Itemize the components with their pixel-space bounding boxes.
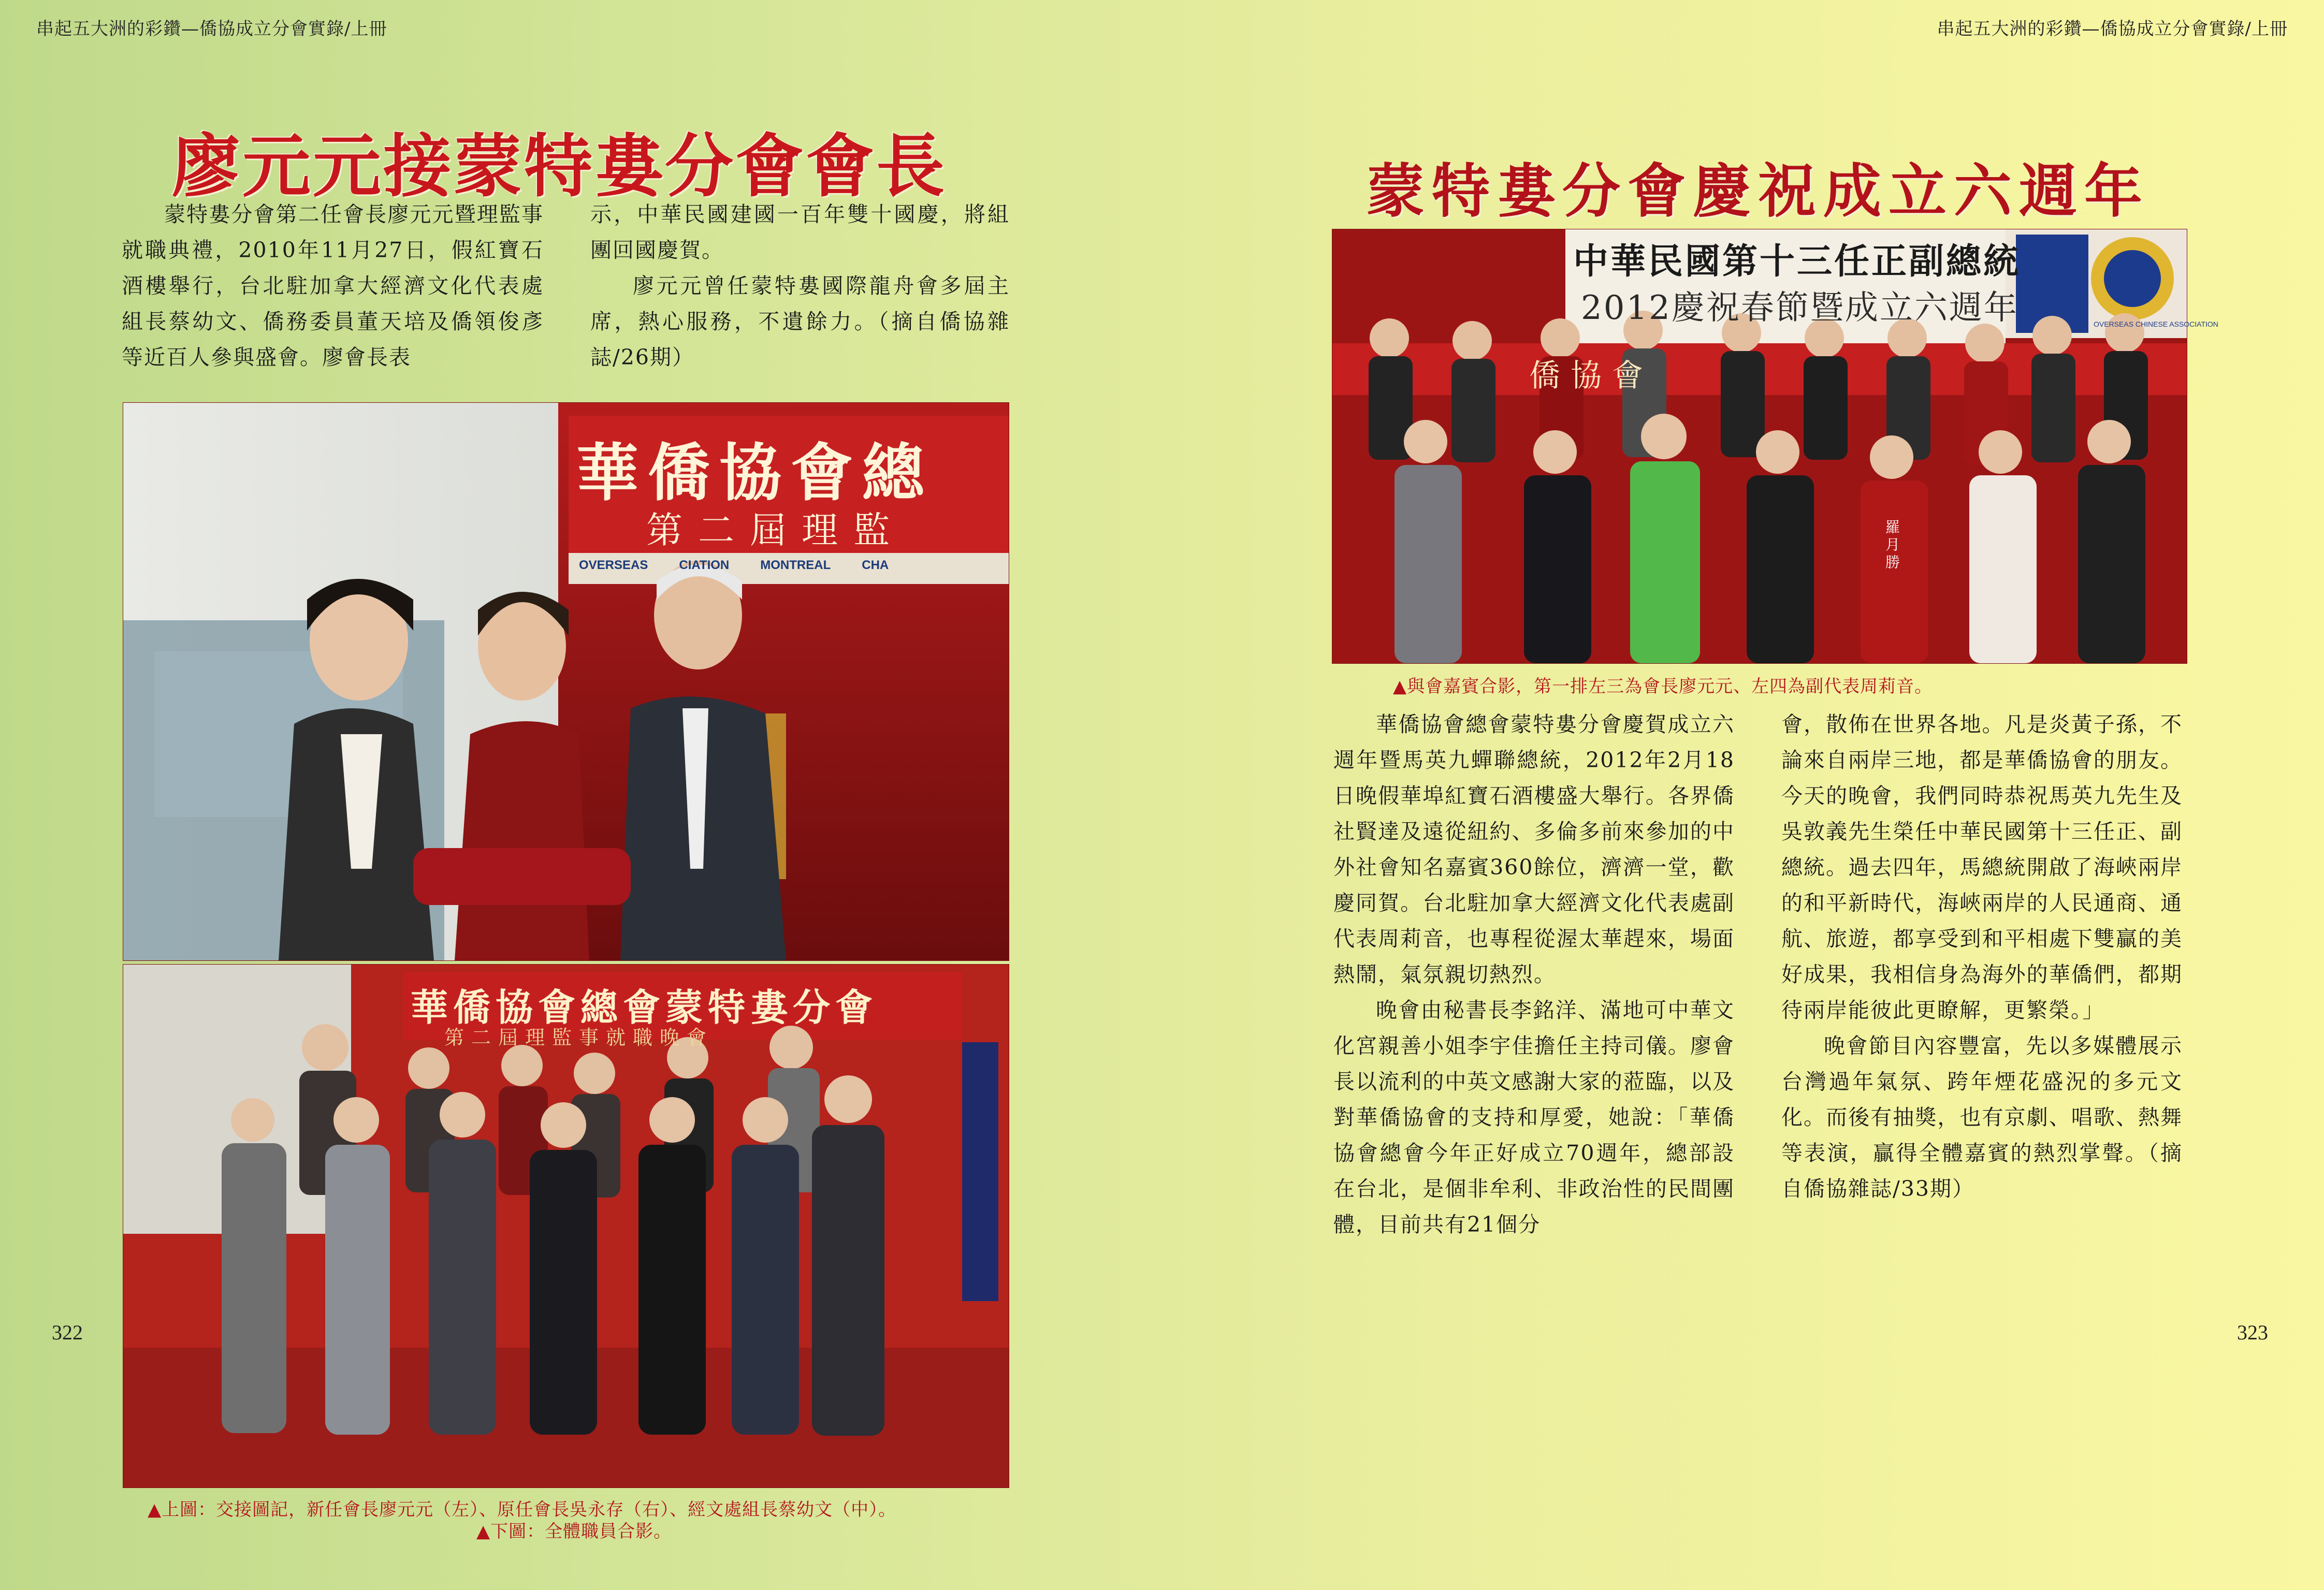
page-number-right: 323 bbox=[2237, 1321, 2268, 1344]
left-paragraph-1: 蒙特婁分會第二任會長廖元元暨理監事就職典禮，2010年11月27日，假紅寶石酒樓舉行，台北駐加拿大經濟文化代表處組長蔡幼文、僑務委員董天培及僑領俊彥等近百人參與盛會。廖會長表 bbox=[122, 202, 544, 370]
right-caption: ▲與會嘉賓合影，第一排左三為會長廖元元、左四為副代表周莉音。 bbox=[1393, 676, 1933, 697]
celebration-banner-1: 中華民國第十三任正副總統 bbox=[1573, 241, 2021, 282]
celebration-banner-2: 2012慶祝春節暨成立六週年 bbox=[1581, 289, 2018, 327]
group-banner: 華僑協會總會蒙特婁分會 bbox=[411, 986, 878, 1029]
left-caption-1: ▲上圖：交接圖記，新任會長廖元元（左）、原任會長吳永存（右）、經文處組長蔡幼文（中）。 bbox=[148, 1499, 897, 1520]
left-caption-2: ▲下圖：全體職員合影。 bbox=[476, 1521, 672, 1542]
page-number-left: 322 bbox=[52, 1321, 83, 1344]
left-column-2 bbox=[590, 197, 1010, 375]
right-column-1 bbox=[1333, 707, 1735, 1243]
right-article-title: 蒙特婁分會慶祝成立六週年 bbox=[1367, 157, 2149, 225]
strip-word-4: CHA bbox=[862, 558, 889, 572]
celebration-photo bbox=[1332, 229, 2218, 664]
right-paragraph-2: 晚會由秘書長李銘洋、滿地可中華文化宮親善小姐李宇佳擔任主持司儀。廖會長以流利的中英文感謝大家的蒞臨，以及對華僑協會的支持和厚愛，她說：「華僑協會總會今年正好成立70週年，總部設在台北，是個非牟利、非政治性的民間團體，目前共有21個分 bbox=[1333, 998, 1735, 1237]
left-paragraph-2: 示，中華民國建國一百年雙十國慶，將組團回國慶賀。 bbox=[590, 202, 1010, 262]
group-photo-left bbox=[123, 964, 1009, 1488]
group-subbanner: 第二屆理監事就職晚會 bbox=[444, 1026, 714, 1049]
right-column-2 bbox=[1781, 707, 2183, 1207]
handover-photo bbox=[123, 402, 1009, 961]
strip-word-3: MONTREAL bbox=[760, 558, 831, 572]
right-paragraph-1: 華僑協會總會蒙特婁分會慶賀成立六週年暨馬英九蟬聯總統，2012年2月18日晚假華埠紅寶石酒樓盛大舉行。各界僑社賢達及遠從紐約、多倫多前來參加的中外社會知名嘉賓360餘位，濟濟一堂，歡慶同賀。台北駐加拿大經濟文化代表處副代表周莉音，也專程從渥太華趕來，場面熱鬧，氣氛親切熱烈。 bbox=[1333, 712, 1735, 987]
running-head-right: 串起五大洲的彩鑽—僑協成立分會實錄/上冊 bbox=[1937, 19, 2288, 39]
right-paragraph-3: 會，散佈在世界各地。凡是炎黃子孫，不論來自兩岸三地，都是華僑協會的朋友。今天的晚會，我們同時恭祝馬英九先生及吳敦義先生榮任中華民國第十三任正、副總統。過去四年，馬總統開啟了海峽兩岸的和平新時代，海峽兩岸的人民通商、通航、旅遊，都享受到和平相處下雙贏的美好成果，我相信身為海外的華僑們，都期待兩岸能彼此更瞭解，更繁榮。」 bbox=[1781, 712, 2183, 1023]
red-gift-box bbox=[413, 848, 631, 905]
running-head-left: 串起五大洲的彩鑽—僑協成立分會實錄/上冊 bbox=[36, 19, 387, 39]
celebration-banner-3: 僑協會 bbox=[1529, 358, 1653, 394]
left-paragraph-3: 廖元元曾任蒙特婁國際龍舟會多屆主席，熱心服務，不遺餘力。（摘自僑協雜誌/26期） bbox=[590, 273, 1010, 370]
strip-word-2: CIATION bbox=[679, 558, 730, 572]
handover-subbanner: 第二屆理監 bbox=[646, 509, 905, 551]
association-emblem-text: OVERSEAS CHINESE ASSOCIATION bbox=[2094, 320, 2218, 328]
right-paragraph-4: 晚會節目內容豐富，先以多媒體展示台灣過年氣氛、跨年煙花盛況的多元文化。而後有抽獎，也有京劇、唱歌、熱舞等表演，贏得全體嘉賓的熱烈掌聲。（摘自僑協雜誌/33期） bbox=[1781, 1033, 2183, 1201]
left-article-title: 廖元元接蒙特婁分會會長 bbox=[172, 127, 947, 207]
vest-name-text: 羅月勝 bbox=[1883, 519, 1900, 572]
handover-strip bbox=[579, 558, 1009, 573]
left-column-1 bbox=[122, 197, 544, 375]
handover-banner: 華僑協會總 bbox=[576, 437, 934, 509]
strip-word-1: OVERSEAS bbox=[579, 558, 648, 572]
